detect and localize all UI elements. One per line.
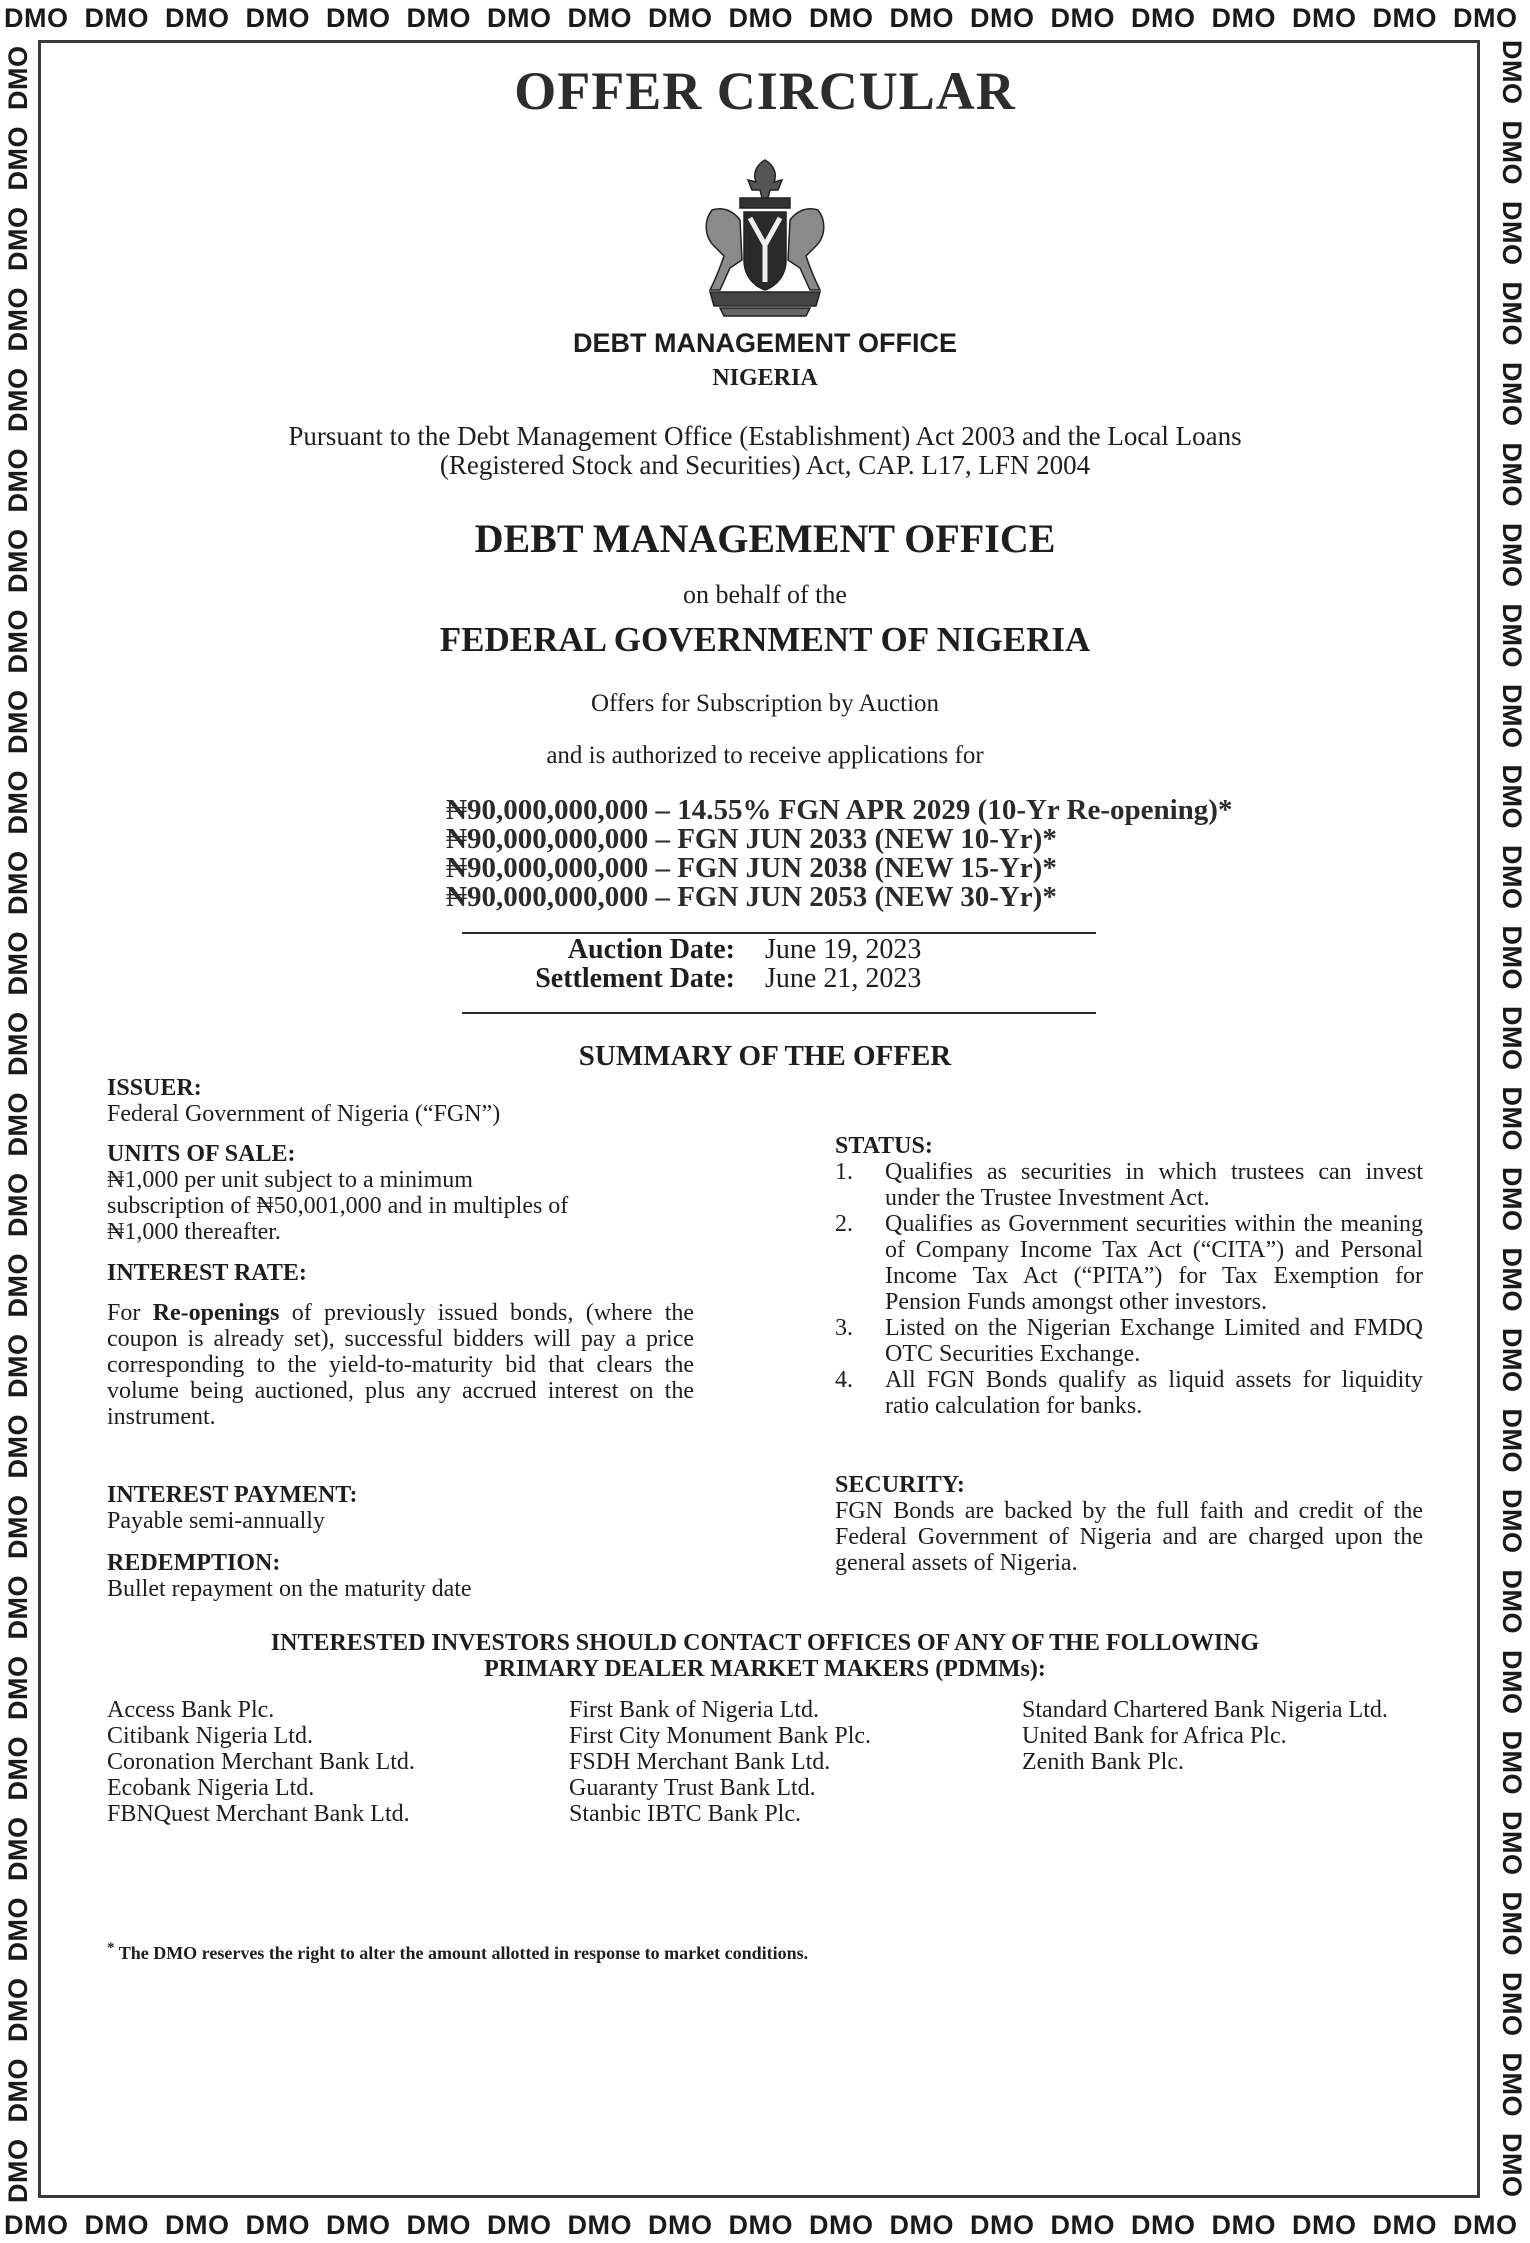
issuer-section xyxy=(107,1075,697,1127)
watermark-text: DMO xyxy=(2,1977,33,2042)
watermark-text: DMO xyxy=(84,2209,149,2240)
interest-payment-heading: INTEREST PAYMENT: xyxy=(107,1482,358,1508)
watermark-text: DMO xyxy=(1372,2,1437,33)
watermark-text: DMO xyxy=(2,2138,33,2203)
bond-offer-item: ₦90,000,000,000 – FGN JUN 2033 (NEW 10-Yr)* xyxy=(446,823,1057,855)
watermark-text: DMO xyxy=(4,2209,69,2240)
watermark-text: DMO xyxy=(1211,2,1276,33)
watermark-text: DMO xyxy=(1497,201,1528,266)
watermark-text: DMO xyxy=(487,2209,552,2240)
status-list xyxy=(835,1159,1423,1419)
reopenings-emphasis: Re-openings xyxy=(152,1300,280,1326)
watermark-text: DMO xyxy=(1292,2209,1357,2240)
watermark-border-top xyxy=(0,0,1530,36)
issuer-text: Federal Government of Nigeria (“FGN”) xyxy=(107,1101,501,1127)
watermark-text: DMO xyxy=(1497,1167,1528,1232)
watermark-text: DMO xyxy=(1497,2133,1528,2198)
watermark-text: DMO xyxy=(1050,2,1115,33)
pursuant-line: Pursuant to the Debt Management Office (Establishment) Act 2003 and the Local Loans xyxy=(288,421,1242,451)
dealer-item: Ecobank Nigeria Ltd. xyxy=(107,1775,315,1801)
bond-offer-list xyxy=(446,796,1232,912)
redemption-text: Bullet repayment on the maturity date xyxy=(107,1576,472,1602)
watermark-text: DMO xyxy=(1497,1247,1528,1312)
watermark-text: DMO xyxy=(326,2,391,33)
redemption-section xyxy=(107,1550,697,1602)
watermark-text: DMO xyxy=(1497,40,1528,105)
watermark-text: DMO xyxy=(1497,684,1528,749)
interest-payment-section xyxy=(107,1482,697,1534)
settlement-date-row xyxy=(510,964,921,993)
dealer-item: Zenith Bank Plc. xyxy=(1022,1749,1184,1775)
interest-rate-body: of previously issued bonds, (where the coupon is already set), successful bidders will pay a price corresponding to the yield-to-maturity bid that clears the volume being auctioned, plus any accrued interest on the instrument. xyxy=(107,1300,695,1430)
footnote xyxy=(107,1940,808,1964)
watermark-text: DMO xyxy=(648,2,713,33)
pursuant-statement xyxy=(0,422,1530,480)
watermark-text: DMO xyxy=(1497,1811,1528,1876)
watermark-text: DMO xyxy=(1497,845,1528,910)
security-text: FGN Bonds are backed by the full faith and credit of the Federal Government of Nigeria and are charged upon the general assets of Nigeria. xyxy=(835,1498,1423,1576)
watermark-text: DMO xyxy=(567,2209,632,2240)
units-line: ₦1,000 per unit subject to a minimum xyxy=(107,1167,473,1193)
watermark-text: DMO xyxy=(406,2209,471,2240)
watermark-text: DMO xyxy=(406,2,471,33)
watermark-text: DMO xyxy=(2,609,33,674)
interest-rate-prefix: For xyxy=(107,1300,141,1326)
watermark-text: DMO xyxy=(1497,1328,1528,1393)
units-line: ₦1,000 thereafter. xyxy=(107,1219,281,1245)
on-behalf-text: on behalf of the xyxy=(683,580,847,609)
watermark-text: DMO xyxy=(2,1092,33,1157)
watermark-text: DMO xyxy=(2,287,33,352)
dealer-item: First Bank of Nigeria Ltd. xyxy=(569,1697,819,1723)
security-heading: SECURITY: xyxy=(835,1472,965,1498)
watermark-text: DMO xyxy=(2,1897,33,1962)
units-section xyxy=(107,1141,697,1245)
divider xyxy=(462,1012,1096,1014)
dealer-item: First City Monument Bank Plc. xyxy=(569,1723,872,1749)
watermark-text: DMO xyxy=(1497,764,1528,829)
watermark-text: DMO xyxy=(1372,2209,1437,2240)
watermark-text: DMO xyxy=(1497,1730,1528,1795)
watermark-text: DMO xyxy=(1497,523,1528,588)
settlement-date-label: Settlement Date: xyxy=(535,963,735,994)
watermark-text: DMO xyxy=(2,2058,33,2123)
government-heading: FEDERAL GOVERNMENT OF NIGERIA xyxy=(439,620,1091,659)
dealer-item: Standard Chartered Bank Nigeria Ltd. xyxy=(1022,1697,1388,1723)
watermark-text: DMO xyxy=(2,448,33,513)
watermark-text: DMO xyxy=(809,2,874,33)
watermark-text: DMO xyxy=(728,2,793,33)
interest-rate-text xyxy=(107,1300,694,1430)
watermark-text: DMO xyxy=(889,2,954,33)
watermark-text: DMO xyxy=(2,1736,33,1801)
watermark-text: DMO xyxy=(809,2209,874,2240)
watermark-text: DMO xyxy=(1497,1650,1528,1715)
watermark-text: DMO xyxy=(1497,1408,1528,1473)
watermark-text: DMO xyxy=(2,850,33,915)
watermark-text: DMO xyxy=(2,45,33,110)
watermark-text: DMO xyxy=(1453,2209,1518,2240)
watermark-border-left xyxy=(0,36,36,2207)
watermark-text: DMO xyxy=(2,1816,33,1881)
watermark-text: DMO xyxy=(2,1494,33,1559)
watermark-text: DMO xyxy=(1050,2209,1115,2240)
watermark-text: DMO xyxy=(728,2209,793,2240)
contact-instruction xyxy=(0,1630,1530,1682)
watermark-text: DMO xyxy=(165,2209,230,2240)
watermark-text: DMO xyxy=(84,2,149,33)
watermark-text: DMO xyxy=(1497,925,1528,990)
watermark-text: DMO xyxy=(1453,2,1518,33)
watermark-text: DMO xyxy=(245,2,310,33)
status-item: 2. Qualifies as Government securities within the meaning of Company Income Tax Act (“CITA”) and Personal Income Tax Act (“PITA”) for Tax Exemption for Pension Funds amongst other investors. xyxy=(835,1211,1423,1315)
watermark-text: DMO xyxy=(2,770,33,835)
dealer-item: Guaranty Trust Bank Ltd. xyxy=(569,1775,816,1801)
coat-of-arms-icon xyxy=(690,150,840,320)
watermark-text: DMO xyxy=(1497,1569,1528,1634)
watermark-text: DMO xyxy=(2,1172,33,1237)
watermark-text: DMO xyxy=(648,2209,713,2240)
watermark-text: DMO xyxy=(1497,1891,1528,1956)
watermark-text: DMO xyxy=(1497,281,1528,346)
watermark-text: DMO xyxy=(1497,1006,1528,1071)
agency-name: DEBT MANAGEMENT OFFICE xyxy=(573,328,957,358)
auction-date-value: June 19, 2023 xyxy=(765,934,922,965)
issuer-heading-label: ISSUER: xyxy=(107,1075,202,1101)
watermark-text: DMO xyxy=(1292,2,1357,33)
watermark-text: DMO xyxy=(4,2,69,33)
watermark-text: DMO xyxy=(1497,442,1528,507)
interest-rate-section xyxy=(107,1260,694,1430)
status-heading: STATUS: xyxy=(835,1133,933,1159)
status-section xyxy=(835,1133,1423,1419)
footnote-text: The DMO reserves the right to alter the amount allotted in response to market conditions. xyxy=(118,1943,809,1963)
watermark-text: DMO xyxy=(970,2209,1035,2240)
watermark-text: DMO xyxy=(2,206,33,271)
dealer-item: Citibank Nigeria Ltd. xyxy=(107,1723,313,1749)
watermark-text: DMO xyxy=(2,1575,33,1640)
bond-offer-item: ₦90,000,000,000 – 14.55% FGN APR 2029 (10-Yr Re-opening)* xyxy=(446,794,1233,826)
watermark-text: DMO xyxy=(970,2,1035,33)
watermark-text: DMO xyxy=(1497,2052,1528,2117)
watermark-text: DMO xyxy=(1497,1489,1528,1554)
status-item: 4. All FGN Bonds qualify as liquid assets for liquidity ratio calculation for banks. xyxy=(835,1367,1423,1419)
watermark-text: DMO xyxy=(2,126,33,191)
watermark-text: DMO xyxy=(487,2,552,33)
dealer-item: United Bank for Africa Plc. xyxy=(1022,1723,1287,1749)
watermark-text: DMO xyxy=(1131,2,1196,33)
redemption-heading: REDEMPTION: xyxy=(107,1550,281,1576)
watermark-text: DMO xyxy=(1497,362,1528,427)
country-name: NIGERIA xyxy=(712,365,818,391)
auction-date-row xyxy=(510,935,921,964)
watermark-border-bottom xyxy=(0,2207,1530,2243)
watermark-text: DMO xyxy=(889,2209,954,2240)
watermark-text: DMO xyxy=(165,2,230,33)
interest-payment-text: Payable semi-annually xyxy=(107,1508,325,1534)
security-section xyxy=(835,1472,1423,1576)
dealer-column-1 xyxy=(107,1697,415,1827)
dealer-item: Coronation Merchant Bank Ltd. xyxy=(107,1749,415,1775)
authorized-text: and is authorized to receive applications for xyxy=(546,742,984,769)
status-item: 1. Qualifies as securities in which trustees can invest under the Trustee Investment Act. xyxy=(835,1159,1423,1211)
bond-offer-item: ₦90,000,000,000 – FGN JUN 2038 (NEW 15-Yr)* xyxy=(446,852,1057,884)
watermark-text: DMO xyxy=(2,689,33,754)
watermark-text: DMO xyxy=(2,1011,33,1076)
watermark-text: DMO xyxy=(2,1333,33,1398)
pursuant-line: (Registered Stock and Securities) Act, CAP. L17, LFN 2004 xyxy=(439,450,1091,480)
watermark-text: DMO xyxy=(2,1414,33,1479)
watermark-text: DMO xyxy=(1211,2209,1276,2240)
footnote-marker: * xyxy=(107,1940,115,1956)
watermark-border-right xyxy=(1494,36,1530,2207)
watermark-text: DMO xyxy=(2,528,33,593)
summary-heading: SUMMARY OF THE OFFER xyxy=(578,1040,952,1072)
dealer-item: Access Bank Plc. xyxy=(107,1697,275,1723)
issuer-heading: DEBT MANAGEMENT OFFICE xyxy=(474,516,1056,561)
auction-date-label: Auction Date: xyxy=(567,934,735,965)
page-title: OFFER CIRCULAR xyxy=(514,61,1016,121)
watermark-text: DMO xyxy=(1497,120,1528,185)
dealer-item: FSDH Merchant Bank Ltd. xyxy=(569,1749,831,1775)
watermark-text: DMO xyxy=(2,367,33,432)
units-line: subscription of ₦50,001,000 and in multiples of xyxy=(107,1193,569,1219)
settlement-date-value: June 21, 2023 xyxy=(765,963,922,994)
contact-line: PRIMARY DEALER MARKET MAKERS (PDMMs): xyxy=(484,1656,1046,1682)
offers-text: Offers for Subscription by Auction xyxy=(590,690,940,717)
interest-rate-heading: INTEREST RATE: xyxy=(107,1260,307,1286)
dealer-item: FBNQuest Merchant Bank Ltd. xyxy=(107,1801,410,1827)
bond-offer-item: ₦90,000,000,000 – FGN JUN 2053 (NEW 30-Yr)* xyxy=(446,881,1057,913)
watermark-text: DMO xyxy=(567,2,632,33)
dealer-column-2 xyxy=(569,1697,871,1827)
watermark-text: DMO xyxy=(1497,1086,1528,1151)
dealer-item: Stanbic IBTC Bank Plc. xyxy=(569,1801,801,1827)
watermark-text: DMO xyxy=(2,1253,33,1318)
dealer-column-3 xyxy=(1022,1697,1388,1775)
watermark-text: DMO xyxy=(1131,2209,1196,2240)
watermark-text: DMO xyxy=(2,1655,33,1720)
watermark-text: DMO xyxy=(245,2209,310,2240)
watermark-text: DMO xyxy=(2,931,33,996)
contact-line: INTERESTED INVESTORS SHOULD CONTACT OFFICES OF ANY OF THE FOLLOWING xyxy=(270,1630,1260,1656)
status-item: 3. Listed on the Nigerian Exchange Limited and FMDQ OTC Securities Exchange. xyxy=(835,1315,1423,1367)
units-heading: UNITS OF SALE: xyxy=(107,1141,296,1167)
watermark-text: DMO xyxy=(1497,1972,1528,2037)
watermark-text: DMO xyxy=(1497,603,1528,668)
watermark-text: DMO xyxy=(326,2209,391,2240)
